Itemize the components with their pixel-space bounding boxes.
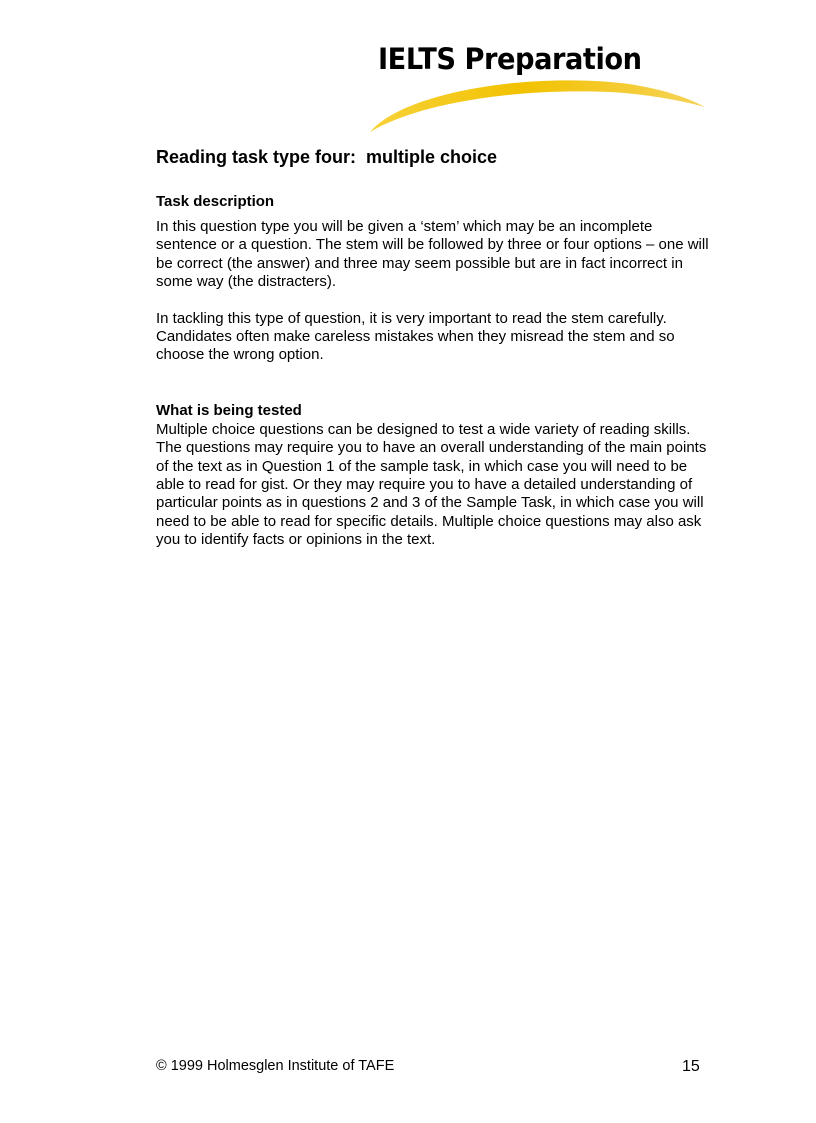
main-content: [156, 146, 716, 550]
page-title: Reading task type four: multiple choice: [156, 147, 498, 167]
logo-title: IELTS Preparation: [378, 42, 642, 76]
section-heading-what-is-tested: What is being tested: [156, 401, 302, 419]
task-description-paragraph-2: In tackling this type of question, it is very important to read the stem carefully. Candidates often make careless mistakes when they misread the stem and so choose the wrong option.: [156, 309, 675, 364]
page-number: 15: [682, 1058, 700, 1075]
task-description-paragraph-1: In this question type you will be given a ‘stem’ which may be an incomplete sentence or a question. The stem will be followed by three or four options – one will be correct (the answer) and three may seem possible but are in fact incorrect in some way (the distracters).: [156, 218, 709, 291]
what-is-tested-paragraph: Multiple choice questions can be designed to test a wide variety of reading skills. The questions may require you to have an overall understanding of the main points of the text as in Question 1 of the sample task, in which case you will need to be able to read for gist. Or they may require you to have a detailed understanding of particular points as in questions 2 and 3 of the Sample Task, in which case you will need to be able to read for specific details. Multiple choice questions may also ask you to identify facts or opinions in the text.: [156, 420, 707, 549]
section-heading-task-description: Task description: [156, 193, 275, 210]
ielts-logo: [360, 38, 710, 138]
footer-copyright: © 1999 Holmesglen Institute of TAFE: [156, 1058, 395, 1074]
